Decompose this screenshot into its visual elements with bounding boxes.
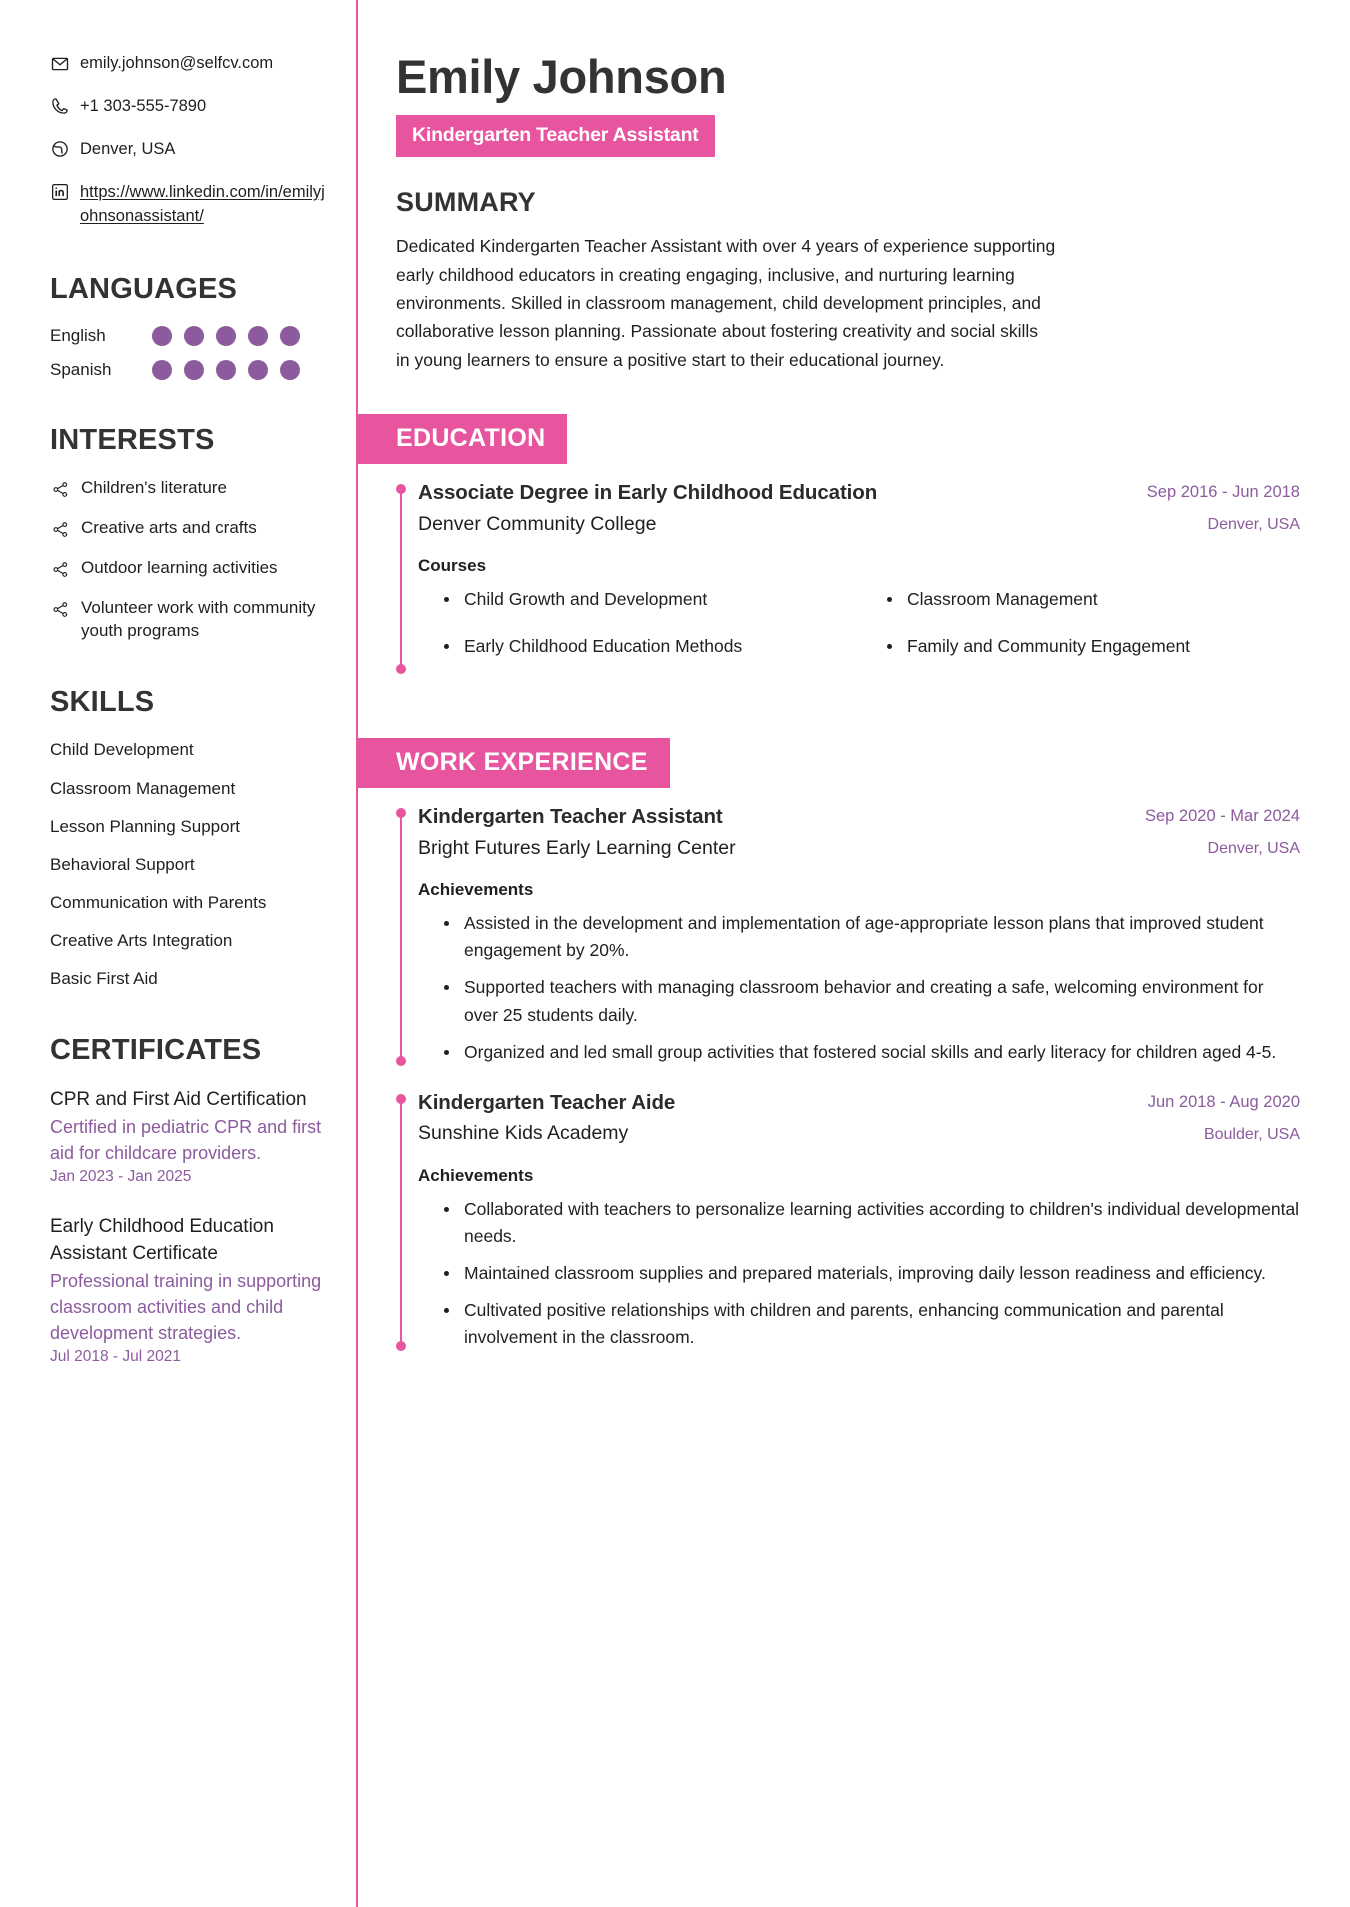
work-experience-heading: WORK EXPERIENCE	[356, 738, 670, 788]
timeline-line	[400, 812, 402, 1058]
work-entry	[418, 1090, 1300, 1352]
certificates-heading: CERTIFICATES	[50, 1034, 262, 1067]
job-title-badge: Kindergarten Teacher Assistant	[396, 115, 715, 157]
linkedin-icon	[50, 183, 69, 202]
achievement-item: Cultivated positive relationships with children and parents, enhancing communication and parental involvement in the classroom.	[442, 1297, 1300, 1351]
work-timeline-1	[396, 804, 1300, 1066]
achievement-item: Supported teachers with managing classroom behavior and creating a safe, welcoming environment for over 25 students daily.	[442, 974, 1300, 1028]
work-location: Boulder, USA	[1203, 1125, 1300, 1143]
level-dot	[184, 326, 204, 346]
education-timeline	[396, 480, 1300, 674]
skill-item: Communication with Parents	[50, 892, 267, 912]
timeline-dot-start	[396, 808, 406, 818]
share-nodes-icon	[50, 600, 70, 620]
level-dot	[152, 326, 172, 346]
interest-item	[50, 477, 328, 500]
work-timeline-2	[396, 1090, 1300, 1352]
skill-item: Basic First Aid	[50, 969, 158, 989]
achievements-label: Achievements	[418, 1165, 534, 1185]
education-degree: Associate Degree in Early Childhood Education	[418, 481, 878, 505]
certificate-date: Jan 2023 - Jan 2025	[50, 1167, 192, 1185]
sidebar	[0, 0, 356, 1907]
level-dot	[280, 326, 300, 346]
certificate-description: Professional training in supporting classroom activities and child development strategies.	[50, 1270, 322, 1343]
contact-email	[50, 52, 328, 76]
certificate-item	[50, 1087, 328, 1186]
education-entry-head	[418, 480, 1300, 538]
level-dot	[248, 326, 268, 346]
interest-item	[50, 517, 328, 540]
skill-item: Lesson Planning Support	[50, 816, 240, 836]
skills-heading: SKILLS	[50, 686, 155, 719]
course-item: Family and Community Engagement	[885, 633, 1300, 660]
timeline-line	[400, 1098, 402, 1344]
languages-heading: LANGUAGES	[50, 272, 238, 305]
interest-label: Outdoor learning activities	[81, 557, 278, 577]
main-column	[356, 0, 1350, 1907]
achievement-item: Organized and led small group activities that fostered social skills and early literacy for children aged 4-5.	[442, 1039, 1300, 1066]
work-company: Bright Futures Early Learning Center	[418, 836, 736, 859]
work-entry-left	[418, 1090, 1128, 1148]
phone-icon	[50, 97, 69, 116]
interest-item	[50, 597, 328, 643]
summary-text: Dedicated Kindergarten Teacher Assistant with over 4 years of experience supporting early childhood educators in creating engaging, inclusive, and nurturing learning environments. Skilled in classroom management, child development principles, and collaborative lesson planning. Passionate about fostering creativity and social skills in young learners to ensure a positive start to their educational journey.	[396, 236, 1056, 370]
level-dot	[280, 360, 300, 380]
work-entry-head	[418, 1090, 1300, 1148]
timeline-dot-end	[396, 664, 406, 674]
interests-heading: INTERESTS	[50, 423, 215, 456]
contact-location	[50, 138, 328, 162]
course-item: Early Childhood Education Methods	[442, 633, 857, 660]
language-name: Spanish	[50, 359, 112, 379]
share-nodes-icon	[50, 480, 70, 500]
level-dot	[216, 360, 236, 380]
work-date: Sep 2020 - Mar 2024	[1144, 807, 1300, 826]
work-entry-right	[1148, 1090, 1300, 1147]
certificate-description: Certified in pediatric CPR and first aid for childcare providers.	[50, 1117, 322, 1164]
certificate-title: Early Childhood Education Assistant Certificate	[50, 1215, 274, 1264]
contact-phone-text: +1 303-555-7890	[80, 96, 207, 115]
interest-label: Children's literature	[81, 477, 227, 497]
work-job-title: Kindergarten Teacher Assistant	[418, 805, 723, 829]
interest-item	[50, 557, 328, 580]
level-dot	[152, 360, 172, 380]
contact-linkedin-text: https://www.linkedin.com/in/emilyjohnsonassistant/	[80, 182, 325, 225]
contact-location-text: Denver, USA	[80, 139, 176, 158]
achievement-item: Collaborated with teachers to personalize learning activities according to children's individual developmental needs.	[442, 1196, 1300, 1250]
certificate-title: CPR and First Aid Certification	[50, 1089, 307, 1111]
interests-list	[50, 477, 328, 643]
interest-label: Volunteer work with community youth programs	[81, 597, 316, 640]
level-dot	[184, 360, 204, 380]
course-item: Child Growth and Development	[442, 586, 857, 613]
work-entry	[418, 804, 1300, 1066]
timeline-dot-start	[396, 484, 406, 494]
page-title: Emily Johnson	[396, 50, 727, 103]
education-entry-left	[418, 480, 1127, 538]
skill-item: Creative Arts Integration	[50, 930, 233, 950]
achievement-item: Assisted in the development and implementation of age-appropriate lesson plans that improved student engagement by 20%.	[442, 910, 1300, 964]
skill-item: Child Development	[50, 740, 194, 760]
skill-item: Behavioral Support	[50, 854, 195, 874]
education-date: Sep 2016 - Jun 2018	[1146, 483, 1300, 502]
level-dot	[248, 360, 268, 380]
language-item	[50, 326, 328, 346]
achievement-item: Maintained classroom supplies and prepared materials, improving daily lesson readiness and efficiency.	[442, 1260, 1300, 1287]
contact-list	[50, 52, 328, 229]
education-entry-right	[1147, 480, 1300, 537]
language-level-dots	[152, 360, 328, 380]
level-dot	[216, 326, 236, 346]
contact-phone	[50, 95, 328, 119]
share-nodes-icon	[50, 520, 70, 540]
courses-grid	[418, 586, 1300, 674]
timeline-dot-start	[396, 1094, 406, 1104]
envelope-icon	[50, 54, 69, 73]
language-item	[50, 360, 328, 380]
education-entry	[418, 480, 1300, 674]
courses-label: Courses	[418, 555, 487, 575]
skill-item: Classroom Management	[50, 778, 236, 798]
work-job-title: Kindergarten Teacher Aide	[418, 1090, 676, 1114]
timeline-line	[400, 488, 402, 666]
work-company: Sunshine Kids Academy	[418, 1122, 629, 1145]
contact-linkedin[interactable]	[50, 181, 328, 229]
timeline-dot-end	[396, 1056, 406, 1066]
achievements-label: Achievements	[418, 880, 534, 900]
achievements-list	[418, 1196, 1300, 1352]
language-name: English	[50, 325, 106, 345]
work-entry-right	[1145, 804, 1300, 861]
skills-list	[50, 739, 328, 990]
languages-list	[50, 326, 328, 380]
education-heading: EDUCATION	[356, 414, 567, 464]
work-entry-head	[418, 804, 1300, 862]
summary-heading: SUMMARY	[396, 187, 536, 218]
certificate-date: Jul 2018 - Jul 2021	[50, 1347, 181, 1365]
work-date: Jun 2018 - Aug 2020	[1147, 1092, 1300, 1111]
certificates-list	[50, 1087, 328, 1365]
certificate-item	[50, 1214, 328, 1366]
share-nodes-icon	[50, 560, 70, 580]
education-school: Denver Community College	[418, 512, 657, 535]
contact-email-text: emily.johnson@selfcv.com	[80, 54, 274, 72]
language-level-dots	[152, 326, 328, 346]
course-item: Classroom Management	[885, 586, 1300, 613]
timeline-dot-end	[396, 1341, 406, 1351]
work-location: Denver, USA	[1207, 839, 1300, 857]
globe-icon	[50, 140, 69, 159]
education-location: Denver, USA	[1207, 515, 1300, 533]
achievements-list	[418, 910, 1300, 1066]
interest-label: Creative arts and crafts	[81, 517, 257, 537]
work-entry-left	[418, 804, 1125, 862]
